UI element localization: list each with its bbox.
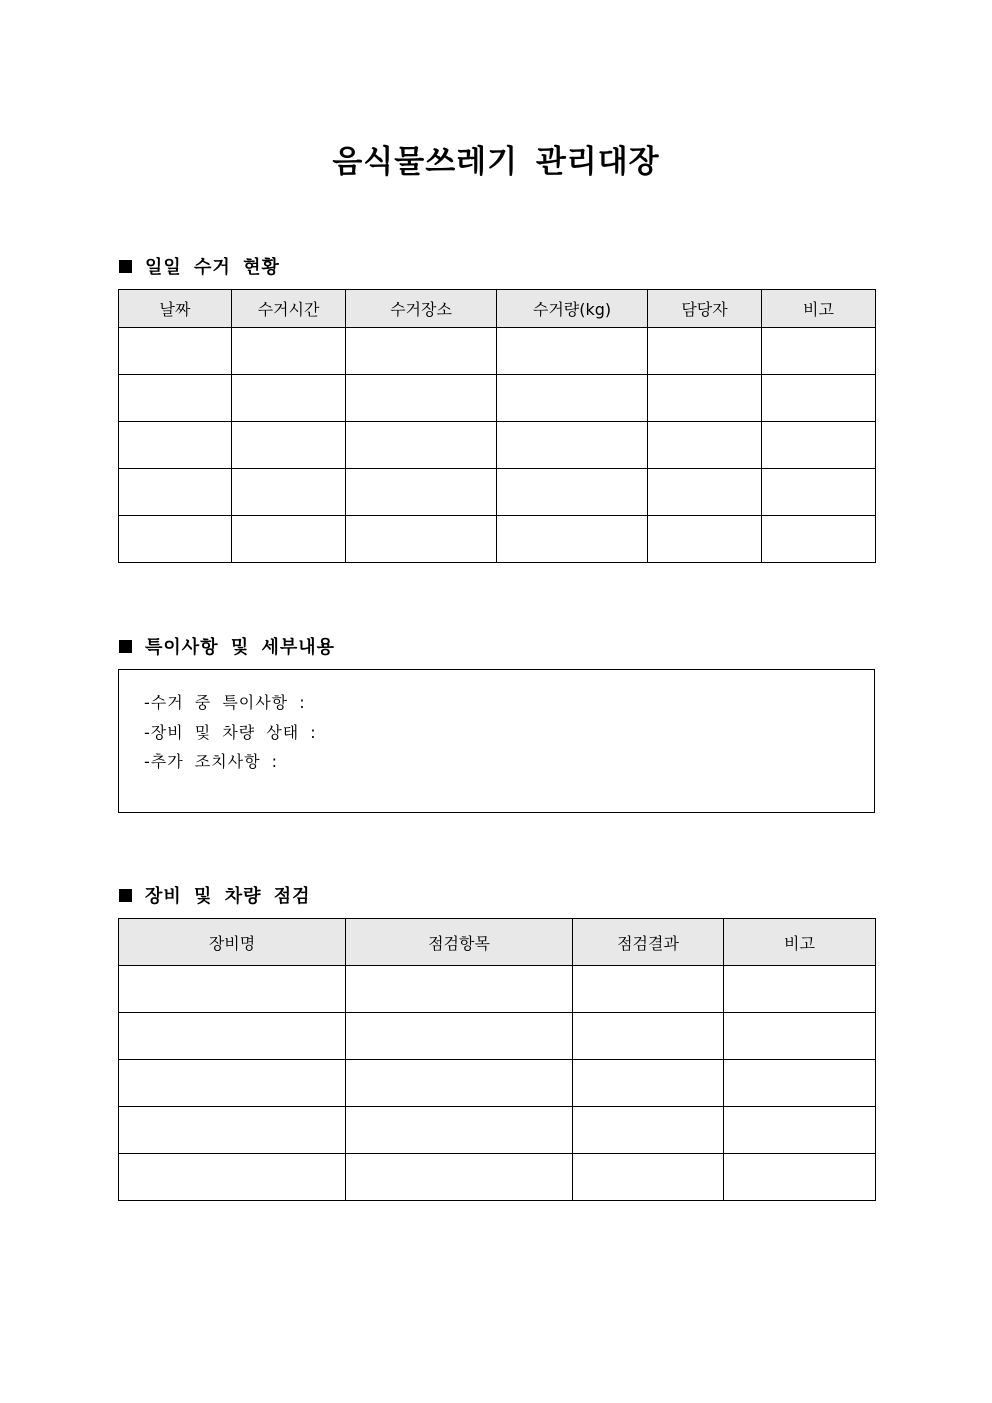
table-cell[interactable] <box>346 1013 573 1060</box>
table-header-row <box>119 919 876 966</box>
daily-collection-table <box>118 289 876 563</box>
section-heading-label: 장비 및 차량 점검 <box>145 886 311 907</box>
note-line-collection-issues: -수거 중 특이사항 : <box>144 693 306 712</box>
table-cell[interactable] <box>346 328 497 375</box>
table-cell[interactable] <box>762 469 876 516</box>
table-cell[interactable] <box>573 966 724 1013</box>
table-cell[interactable] <box>762 516 876 563</box>
table-cell[interactable] <box>346 516 497 563</box>
table-cell[interactable] <box>232 375 346 422</box>
table-cell[interactable] <box>573 1013 724 1060</box>
column-header-remarks: 비고 <box>724 919 876 966</box>
table-row <box>119 1060 876 1107</box>
table-cell[interactable] <box>648 422 762 469</box>
column-header-remarks: 비고 <box>762 290 876 328</box>
table-cell[interactable] <box>346 375 497 422</box>
section-heading-equipment-check <box>119 882 311 908</box>
column-header-collection-time: 수거시간 <box>232 290 346 328</box>
section-heading-label: 일일 수거 현황 <box>145 257 280 278</box>
table-row <box>119 328 876 375</box>
column-header-equipment-name: 장비명 <box>119 919 346 966</box>
table-header-row <box>119 290 876 328</box>
table-row <box>119 375 876 422</box>
table-cell[interactable] <box>762 422 876 469</box>
table-cell[interactable] <box>346 469 497 516</box>
table-row <box>119 469 876 516</box>
table-cell[interactable] <box>497 422 648 469</box>
table-cell[interactable] <box>119 1154 346 1201</box>
square-bullet-icon <box>119 889 132 902</box>
table-row <box>119 966 876 1013</box>
table-cell[interactable] <box>648 516 762 563</box>
table-cell[interactable] <box>119 1013 346 1060</box>
table-cell[interactable] <box>346 422 497 469</box>
table-cell[interactable] <box>346 1060 573 1107</box>
table-cell[interactable] <box>232 516 346 563</box>
table-cell[interactable] <box>648 375 762 422</box>
table-cell[interactable] <box>232 328 346 375</box>
table-cell[interactable] <box>762 375 876 422</box>
table-cell[interactable] <box>232 422 346 469</box>
notes-box[interactable] <box>118 669 875 813</box>
section-heading-daily-collection <box>119 253 280 279</box>
table-cell[interactable] <box>762 328 876 375</box>
table-cell[interactable] <box>724 1154 876 1201</box>
section-heading-notes <box>119 633 335 659</box>
section-heading-label: 특이사항 및 세부내용 <box>145 637 336 658</box>
table-cell[interactable] <box>119 1107 346 1154</box>
square-bullet-icon <box>119 260 132 273</box>
table-cell[interactable] <box>346 1107 573 1154</box>
table-row <box>119 1107 876 1154</box>
table-cell[interactable] <box>119 375 232 422</box>
table-cell[interactable] <box>119 966 346 1013</box>
table-cell[interactable] <box>497 328 648 375</box>
table-cell[interactable] <box>497 516 648 563</box>
table-cell[interactable] <box>573 1107 724 1154</box>
column-header-person-in-charge: 담당자 <box>648 290 762 328</box>
table-cell[interactable] <box>724 1060 876 1107</box>
column-header-collection-amount: 수거량(kg) <box>497 290 648 328</box>
table-cell[interactable] <box>119 422 232 469</box>
table-cell[interactable] <box>232 469 346 516</box>
table-cell[interactable] <box>573 1154 724 1201</box>
table-cell[interactable] <box>724 1107 876 1154</box>
table-row <box>119 1154 876 1201</box>
column-header-date: 날짜 <box>119 290 232 328</box>
column-header-check-item: 점검항목 <box>346 919 573 966</box>
table-cell[interactable] <box>648 469 762 516</box>
table-cell[interactable] <box>724 966 876 1013</box>
table-cell[interactable] <box>346 966 573 1013</box>
table-cell[interactable] <box>119 1060 346 1107</box>
note-line-additional-actions: -추가 조치사항 : <box>144 752 279 771</box>
table-cell[interactable] <box>497 375 648 422</box>
table-row <box>119 1013 876 1060</box>
table-row <box>119 422 876 469</box>
column-header-collection-place: 수거장소 <box>346 290 497 328</box>
page-title: 음식물쓰레기 관리대장 <box>332 144 660 180</box>
table-cell[interactable] <box>119 328 232 375</box>
square-bullet-icon <box>119 640 132 653</box>
table-cell[interactable] <box>119 469 232 516</box>
equipment-check-table <box>118 918 876 1201</box>
column-header-check-result: 점검결과 <box>573 919 724 966</box>
table-cell[interactable] <box>346 1154 573 1201</box>
table-cell[interactable] <box>497 469 648 516</box>
table-cell[interactable] <box>648 328 762 375</box>
table-cell[interactable] <box>119 516 232 563</box>
table-cell[interactable] <box>573 1060 724 1107</box>
table-row <box>119 516 876 563</box>
note-line-equipment-status: -장비 및 차량 상태 : <box>144 722 317 742</box>
table-cell[interactable] <box>724 1013 876 1060</box>
